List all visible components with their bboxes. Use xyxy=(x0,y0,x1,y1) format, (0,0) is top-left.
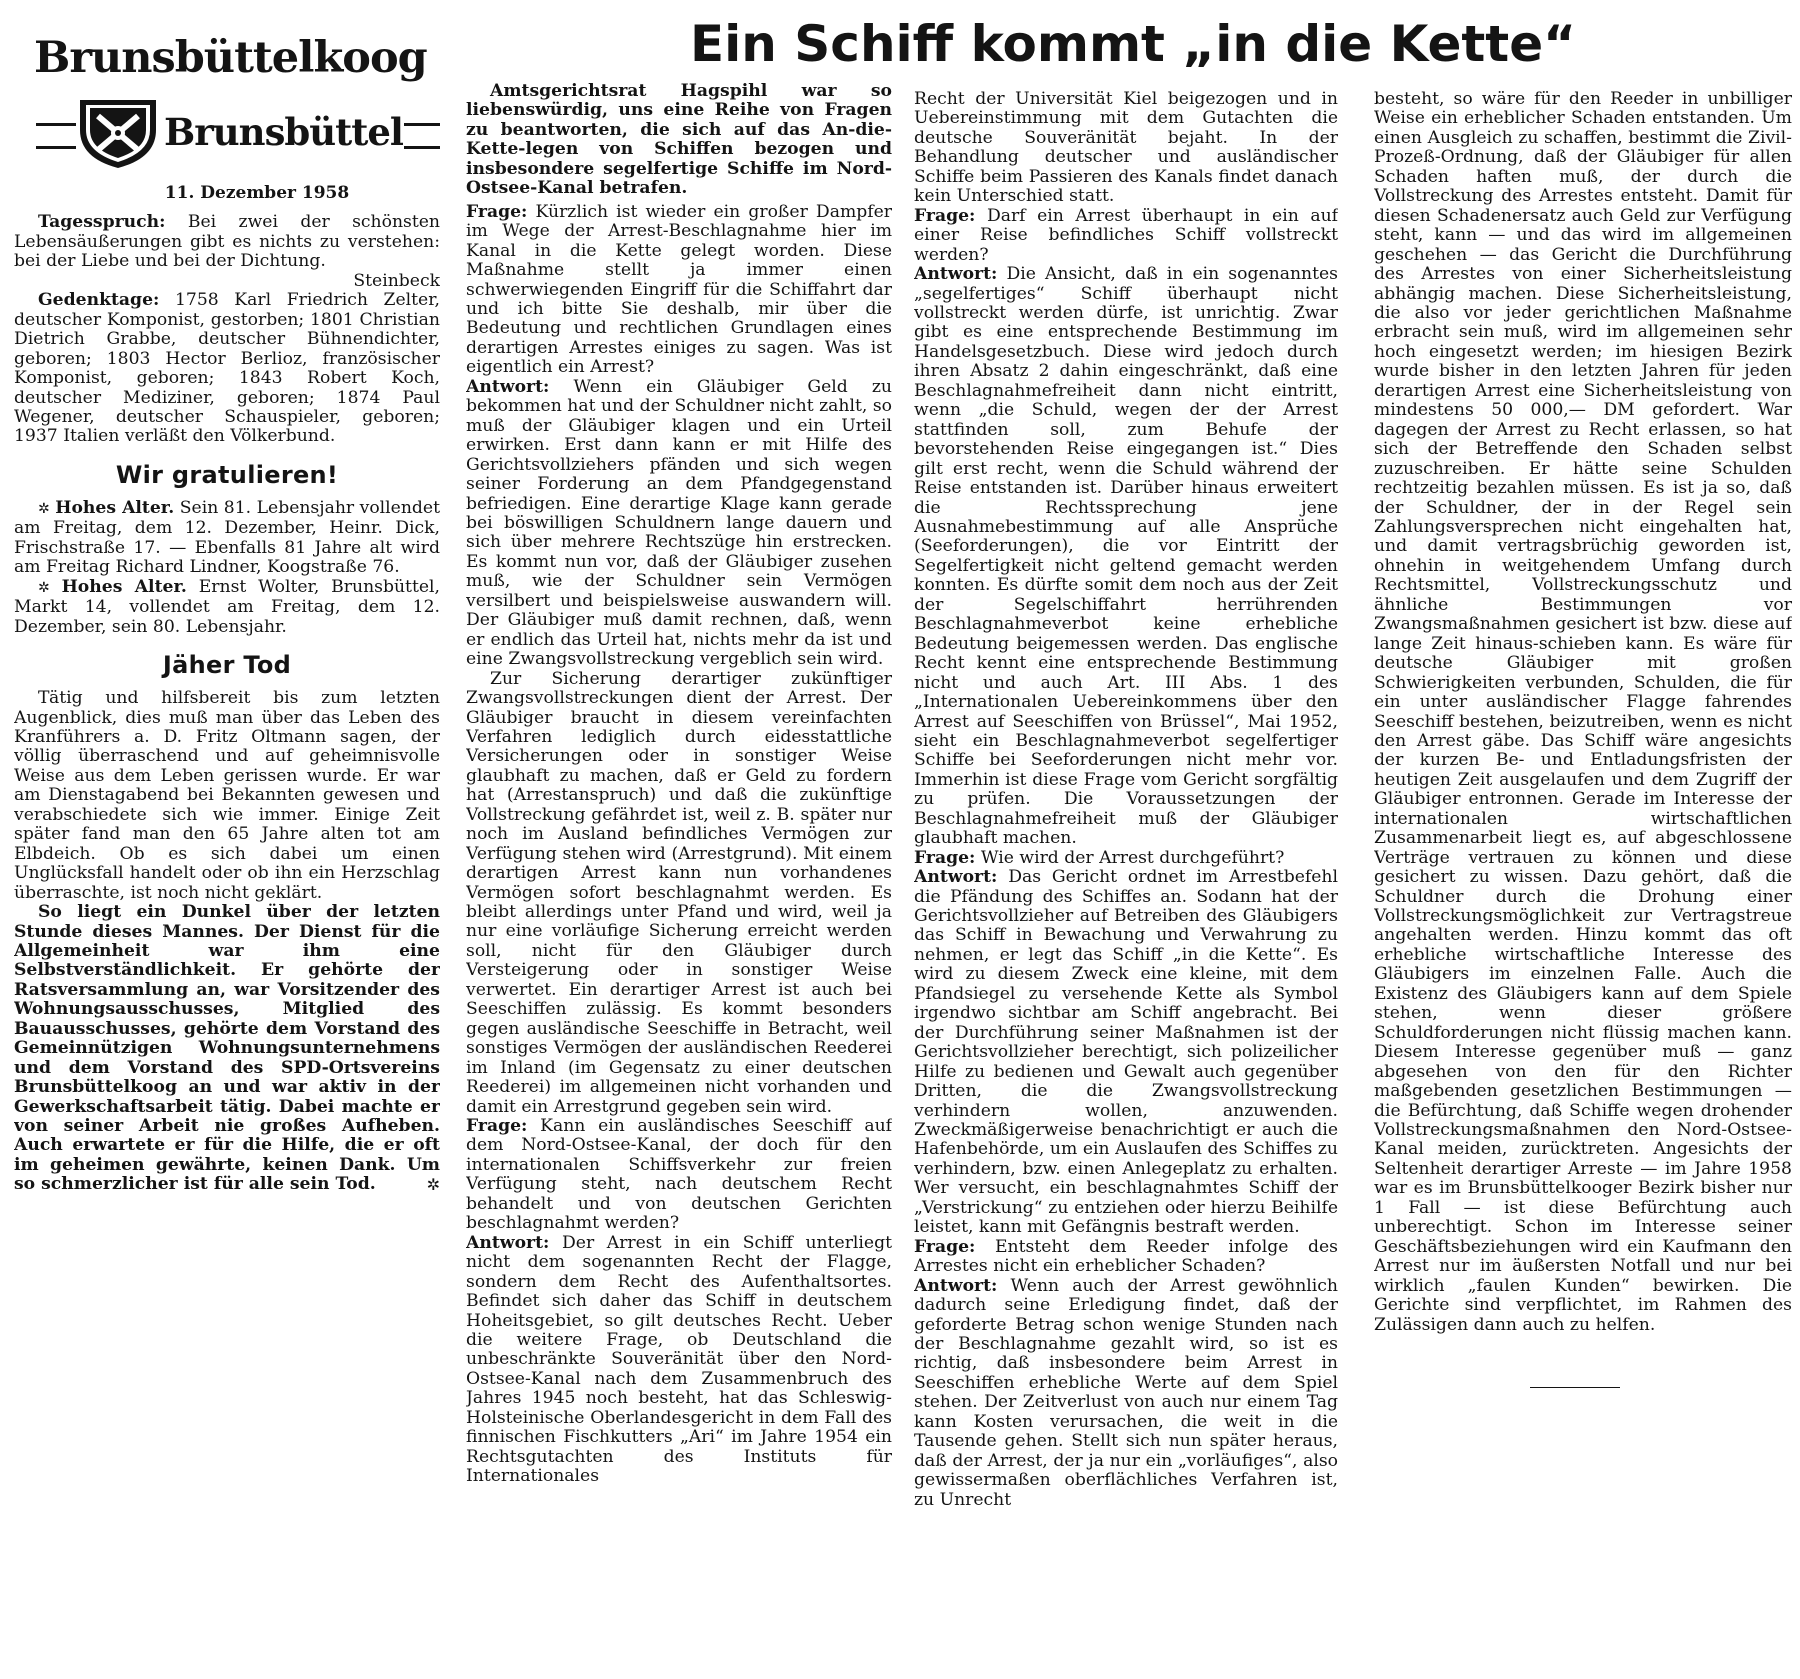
answer-text: Der Arrest in ein Schiff unterliegt nicht dem sogenannten Recht der Flagge, sondern dem Recht des Aufenthaltsortes. Befindet sich daher das Schiff in deutschem Hoheitsgebiet, so gilt deutsches Recht. Ueber die weitere Frage, ob Deutschland die unbeschränkte Souveränität über den Nord-Ostsee-Kanal nach dem Zusammenbruch des Jahres 1945 noch besteht, hat das Schleswig-Holsteinische Oberlandesgericht in dem Fall des finnischen Fischkutters „Ari“ im Jahre 1954 ein Rechtsgutachten des Instituts für Internationales xyxy=(466,1232,892,1487)
birthday-text: Ernst Wolter, Brunsbüttel, Markt 14, vollendet am Freitag, dem 12. Dezember, sein 80. Lebensjahr. xyxy=(14,576,440,637)
answer xyxy=(466,378,892,670)
local-news-column xyxy=(14,0,440,1589)
article-headline: Ein Schiff kommt „in die Kette“ xyxy=(690,15,1576,73)
question-text: Kürzlich ist wieder ein großer Dampfer im Wege der Arrest-Beschlagnahme hier im Kanal in die Kette gelegt worden. Diese Maßnahme stellt ja immer einen schwerwiegenden Eingriff für die Schiffahrt dar und ich bitte Sie deshalb, mir über die Bedeutung und rechtlichen Grundlagen eines derartigen Arrestes einiges zu sagen. Was ist eigentlich ein Arrest? xyxy=(466,201,892,378)
birthday-notice xyxy=(14,499,440,578)
article-column-1 xyxy=(466,82,892,1671)
gedenktage-text: 1758 Karl Friedrich Zelter, deutscher Komponist, gestorben; 1801 Christian Dietrich Grabbe, deutscher Bühnendichter, geboren; 1803 Hector Berlioz, französischer Komponist, geboren; 1843 Robert Koch, deutscher Mediziner, geboren; 1874 Paul Wegener, deutscher Schauspieler, geboren; 1937 Italien verläßt den Völkerbund. xyxy=(14,290,440,447)
question-text: Kann ein ausländisches Seeschiff auf dem Nord-Ostsee-Kanal, der doch für den internationalen Schiffsverkehr zur freien Verfügung steht, nach deutschem Recht behandelt und von deutschen Gerichten beschlagnahmt werden? xyxy=(466,1116,892,1234)
tagesspruch-author: Steinbeck xyxy=(353,270,440,291)
answer-text: Das Gericht ordnet im Arrestbefehl die Pfändung des Schiffes an. Sodann hat der Gerichtsvollzieher auf Betreiben des Gläubigers das Schiff in Bewachung und Verwahrung zu nehmen, er legt das Schiff „in die Kette“. Es wird zu diesem Zweck eine kleine, mit dem Pfandsiegel zu versehende Kette als Symbol irgendwo sichtbar am Schiff angebracht. Bei der Durchführung seiner Maßnahmen ist der Gerichtsvollzieher berechtigt, sich polizeilicher Hilfe zu bedienen und Gewalt auch gegenüber Dritten, die die Zwangsvollstreckung verhindern wollen, anzuwenden. Zweckmäßigerweise benachrichtigt er auch die Hafenbehörde, um ein Auslaufen des Schiffes zu verhindern, bzw. einen Anlegeplatz zu erhalten. Wer versucht, ein beschlagnahmtes Schiff der „Verstrickung“ zu entziehen oder hierzu Beihilfe leistet, kann mit Gefängnis bestraft werden. xyxy=(914,867,1338,1238)
answer xyxy=(914,1277,1338,1510)
question-label: Frage: xyxy=(914,1236,976,1257)
answer-text: Wenn ein Gläubiger Geld zu bekommen hat und der Schuldner nicht zahlt, so muß der Gläubiger klagen und ein Urteil erwirken. Erst dann kann er mit Hilfe des Gerichtsvollziehers pfänden und sich wegen seiner Forderung an dem Pfandgegenstand befriedigen. Eine derartige Klage kann gerade bei böswilligen Schuldnern lange dauern und sich über mehrere Rechtszüge hin erstrecken. Es kommt nun vor, daß der Gläubiger zusehen muß, wie der Schuldner sein Vermögen versilbert und beispielsweise auswandern will. Der Gläubiger muß damit rechnen, daß, wenn er endlich das Urteil hat, nichts mehr da ist und eine Zwangsvollstreckung vergeblich sein wird. xyxy=(466,376,892,670)
masthead-bottom-word: Brunsbüttel xyxy=(164,110,403,154)
article-column-3 xyxy=(1374,90,1792,1679)
obituary-text: So liegt ein Dunkel über der letzten Stunde dieses Mannes. Der Dienst für die Allgemeinheit war ihm eine Selbstverständlichkeit. Er gehörte der Ratsversammlung an, war Vorsitzender des Wohnungsausschusses, Mitglied des Bauausschusses, gehörte dem Vorstand des Gemeinnützigen Wohnungsunternehmens und dem Vorstand des SPD-Ortsvereins Brunsbüttelkoog an und war aktiv in der Gewerkschaftsarbeit tätig. Dabei machte er von seiner Arbeit nie großes Aufheben. Auch erwartete er für die Hilfe, die er oft im geheimen gewährte, keinen Dank. Um so schmerzlicher ist für alle sein Tod. xyxy=(14,902,440,1195)
answer-label: Antwort: xyxy=(914,264,998,285)
obituary-paragraph-2 xyxy=(14,903,440,1195)
answer-label: Antwort: xyxy=(914,867,998,888)
answer xyxy=(914,868,1338,1238)
article-end-rule xyxy=(1530,1387,1620,1388)
question-label: Frage: xyxy=(466,201,528,222)
answer-label: Antwort: xyxy=(466,1232,550,1253)
masthead-rule-left xyxy=(36,123,76,149)
tagesspruch xyxy=(14,213,440,271)
gratulieren-heading: Wir gratulieren! xyxy=(115,460,339,489)
birthday-label: Hohes Alter. xyxy=(61,576,187,597)
question-label: Frage: xyxy=(914,847,976,868)
question-text: Entsteht dem Reeder infolge des Arrestes nicht ein erheblicher Schaden? xyxy=(914,1236,1338,1277)
article-column-2 xyxy=(914,90,1338,1679)
question xyxy=(466,203,892,378)
question-text: Darf ein Arrest überhaupt in ein auf einer Reise befindliches Schiff vollstreckt werden? xyxy=(914,205,1338,265)
masthead-top-word: Brunsbüttelkoog xyxy=(34,33,427,83)
masthead xyxy=(14,0,440,176)
answer xyxy=(466,1234,892,1487)
answer xyxy=(914,265,1338,849)
question xyxy=(914,849,1338,868)
birthday-notice xyxy=(14,578,440,637)
article-intro: Amtsgerichtsrat Hagspihl war so liebenswürdig, uns eine Reihe von Fragen zu beantworten, die sich auf das An-die-Kette-legen von Schiffen bezogen und insbesondere segelfertige Schiffe im Nord-Ostsee-Kanal betrafen. xyxy=(466,82,892,199)
answer-label: Antwort: xyxy=(914,1275,998,1296)
tagesspruch-text: Bei zwei der schönsten Lebensäußerungen gibt es nichts zu verstehen: bei der Liebe und bei der Dichtung. xyxy=(14,212,440,272)
question xyxy=(914,1238,1338,1277)
answer-paragraph: Zur Sicherung derartiger zukünftiger Zwangsvollstreckungen dient der Arrest. Der Gläubiger braucht in diesem vereinfachten Verfahren lediglich durch eidesstattliche Versicherungen oder in sonstiger Weise glaubhaft zu machen, daß er Geld zu fordern hat (Arrestanspruch) und daß die zukünftige Vollstreckung gefährdet ist, weil z. B. später nur noch im Ausland befindliches Vermögen zur Verfügung stehen wird (Arrestgrund). Mit einem derartigen Arrest kann nun vorhandenes Vermögen sofort beschlagnahmt werden. Es bleibt allerdings unter Pfand und wird, weil ja nur eine vorläufige Sicherung erreicht werden soll, nicht für den Gläubiger durch Versteigerung oder in sonstiger Weise verwertet. Ein derartiger Arrest ist auch bei Seeschiffen zulässig. Es kommt besonders gegen ausländische Seeschiffe in Betracht, weil sonstiges Vermögen der ausländischen Reederei im Inland (im Gegensatz zu einer deutschen Reederei) im allgemeinen nicht vorhanden und damit ein Arrestgrund gegeben sein wird. xyxy=(466,668,892,1117)
answer-continuation: besteht, so wäre für den Reeder in unbilliger Weise ein erheblicher Schaden entstanden. Um einen Ausgleich zu schaffen, bestimmt die Zivil-Prozeß-Ordnung, daß der Gläubiger für allen Schaden haften muß, der durch die Vollstreckung des Arrestes entsteht. Damit für diesen Schadenersatz auch Geld zur Verfügung steht, kann — und das wird im allgemeinen geschehen — das Gericht die Durchführung des Arrestes von einer Sicherheitsleistung abhängig machen. Diese Sicherheitsleistung, die also vor jeder gerichtlichen Maßnahme erbracht sein muß, wird im allgemeinen sehr hoch eingesetzt werden; im hiesigen Bezirk wurde bisher in den letzten Jahren für jeden derartigen Arrest eine Sicherheitsleistung von mindestens 50 000,— DM gefordert. War dagegen der Arrest zu Recht erlassen, so hat sich der Betreffende den Schaden selbst zuzuschreiben. Er hätte seine Schulden rechtzeitig bezahlen müssen. Es ist ja so, daß der Schuldner, der in der Regel sein Zahlungsversprechen nicht eingehalten hat, und damit vertragsbrüchig geworden ist, ohnehin in weitgehendem Umfang durch Rechtsmittel, Vollstreckungsschutz und ähnliche Bestimmungen vor Zwangsmaßnahmen gesichert ist bzw. diese auf lange Zeit hinaus-schieben kann. Es wäre für deutsche Gläubiger mit großen Schwierigkeiten verbunden, Schulden, die für ein unter ausländischer Flagge fahrendes Seeschiff bestehen, beizutreiben, wenn es nicht den Arrest gäbe. Das Schiff wäre angesichts der kurzen Be- und Entladungsfristen der heutigen Zeit ausgelaufen und dem Zugriff der Gläubiger entronnen. Gerade im Interesse der internationalen wirtschaftlichen Zusammenarbeit liegt es, auf abgeschlossene Verträge vertrauen zu können und diese gesichert zu wissen. Dazu gehört, daß die Schuldner durch die Drohung einer Vollstreckungsmöglichkeit zur Vertragstreue angehalten werden. Hinzu kommt das oft erhebliche wirtschaftliche Interesse des Gläubigers im einzelnen Falle. Auch die Existenz des Gläubigers kann auf dem Spiele stehen, wenn dieser größere Schuldforderungen nicht flüssig machen kann. Diesem Interesse gegenüber muß — ganz abgesehen von den für den Richter maßgebenden gesetzlichen Bestimmungen — die Befürchtung, daß Schiffe wegen drohender Vollstreckungsmaßnahmen den Nord-Ostsee-Kanal meiden, zurücktreten. Angesichts der Seltenheit derartiger Arreste — im Jahre 1958 war es im Brunsbüttelkooger Bezirk bisher nur 1 Fall — ist diese Befürchtung auch unberechtigt. Schon im Interesse seiner Geschäftsbeziehungen wird ein Kaufmann den Arrest nur im äußersten Notfall und nur bei wirklich „faulen Kunden“ bewirken. Die Gerichte sind verpflichtet, im Rahmen des Zulässigen dann auch zu helfen. xyxy=(1374,90,1792,1335)
obituary-paragraph: Tätig und hilfsbereit bis zum letzten Augenblick, dies muß man über das Leben des Kranführers a. D. Fritz Oltmann sagen, der völlig überraschend und auf geheimnisvolle Weise aus dem Leben gerissen wurde. Er war am Dienstagabend bei Bekannten gewesen und verabschiedete sich wie immer. Einige Zeit später fand man den 65 Jahre alten tot am Elbdeich. Ob es sich dabei um einen Unglücksfall handelt oder ob ihn ein Herzschlag überraschte, ist noch nicht geklärt. xyxy=(14,688,440,903)
answer-text: Die Ansicht, daß in ein sogenanntes „segelfertiges“ Schiff überhaupt nicht vollstreckt werden dürfe, ist unrichtig. Zwar gibt es eine entsprechende Bestimmung im Handelsgesetzbuch. Diese wird jedoch durch ihren Absatz 2 dahin eingeschränkt, daß eine Beschlagnahmefreiheit dann nicht eintritt, wenn „die Schuld, wegen der der Arrest stattfinden soll, zum Behufe der bevorstehenden Reise eingegangen ist.“ Dies gilt erst recht, wenn die Schuld während der Reise entstanden ist. Darüber hinaus erweitert die Rechtssprechung jene Ausnahmebestimmung auf alle Ansprüche (Seeforderungen), die vor Eintritt der Segelfertigkeit nicht geltend gemacht werden konnten. Es dürfte somit dem noch aus der Zeit der Segelschiffahrt herrührenden Beschlagnahmeverbot keine erhebliche Bedeutung beigemessen werden. Das englische Recht kennt eine entsprechende Bestimmung nicht und auch Art. III Abs. 1 des „Internationalen Uebereinkommens über den Arrest auf Seeschiffen von Brüssel“, Mai 1952, sieht ein Beschlagnahmeverbot segelfertiger Schiffe bei Seeforderungen nicht mehr vor. Immerhin ist diese Frage vom Gericht sorgfältig zu prüfen. Die Voraussetzungen der Beschlagnahmefreiheit muß der Gläubiger glaubhaft machen. xyxy=(914,264,1338,849)
masthead-rule-right xyxy=(404,123,440,149)
question xyxy=(466,1117,892,1234)
answer-continuation: Recht der Universität Kiel beigezogen und in Uebereinstimmung mit dem Gutachten die deutsche Souveränität bejaht. In der Behandlung deutscher und ausländischer Schiffe beim Passieren des Kanals findet danach kein Unterschied statt. xyxy=(914,90,1338,207)
coat-of-arms-icon xyxy=(76,96,160,170)
obituary-heading: Jäher Tod xyxy=(162,651,292,680)
question-label: Frage: xyxy=(466,1116,528,1137)
question xyxy=(914,207,1338,265)
issue-date: 11. Dezember 1958 xyxy=(164,183,350,203)
star-icon: ✲ xyxy=(38,500,50,517)
answer-label: Antwort: xyxy=(466,376,550,397)
question-label: Frage: xyxy=(914,205,976,226)
star-icon: ✲ xyxy=(38,579,50,596)
end-star-icon: ✲ xyxy=(426,1175,440,1195)
question-text: Wie wird der Arrest durchgeführt? xyxy=(980,847,1285,868)
answer-text: Wenn auch der Arrest gewöhnlich dadurch seine Erledigung findet, daß der geforderte Betrag schon wenige Stunden nach der Beschlagnahme gezahlt wird, so ist es richtig, daß insbesondere beim Arrest in Seeschiffen erhebliche Werte auf dem Spiel stehen. Der Zeitverlust von auch nur einem Tag kann Kosten verursachen, die weit in die Tausende gehen. Stellt sich nun später heraus, daß der Arrest, der ja nur ein „vorläufiges“, also gewissermaßen oberflächliches Verfahren ist, zu Unrecht xyxy=(914,1275,1338,1510)
birthday-text: Sein 81. Lebensjahr vollendet am Freitag, dem 12. Dezember, Heinr. Dick, Frischstraße 17. — Ebenfalls 81 Jahre alt wird am Freitag Richard Lindner, Koogstraße 76. xyxy=(14,497,440,578)
tagesspruch-label: Tagesspruch: xyxy=(38,212,166,233)
gedenktage-label: Gedenktage: xyxy=(38,290,160,311)
birthday-label: Hohes Alter. xyxy=(55,497,175,518)
gedenktage xyxy=(14,291,440,447)
